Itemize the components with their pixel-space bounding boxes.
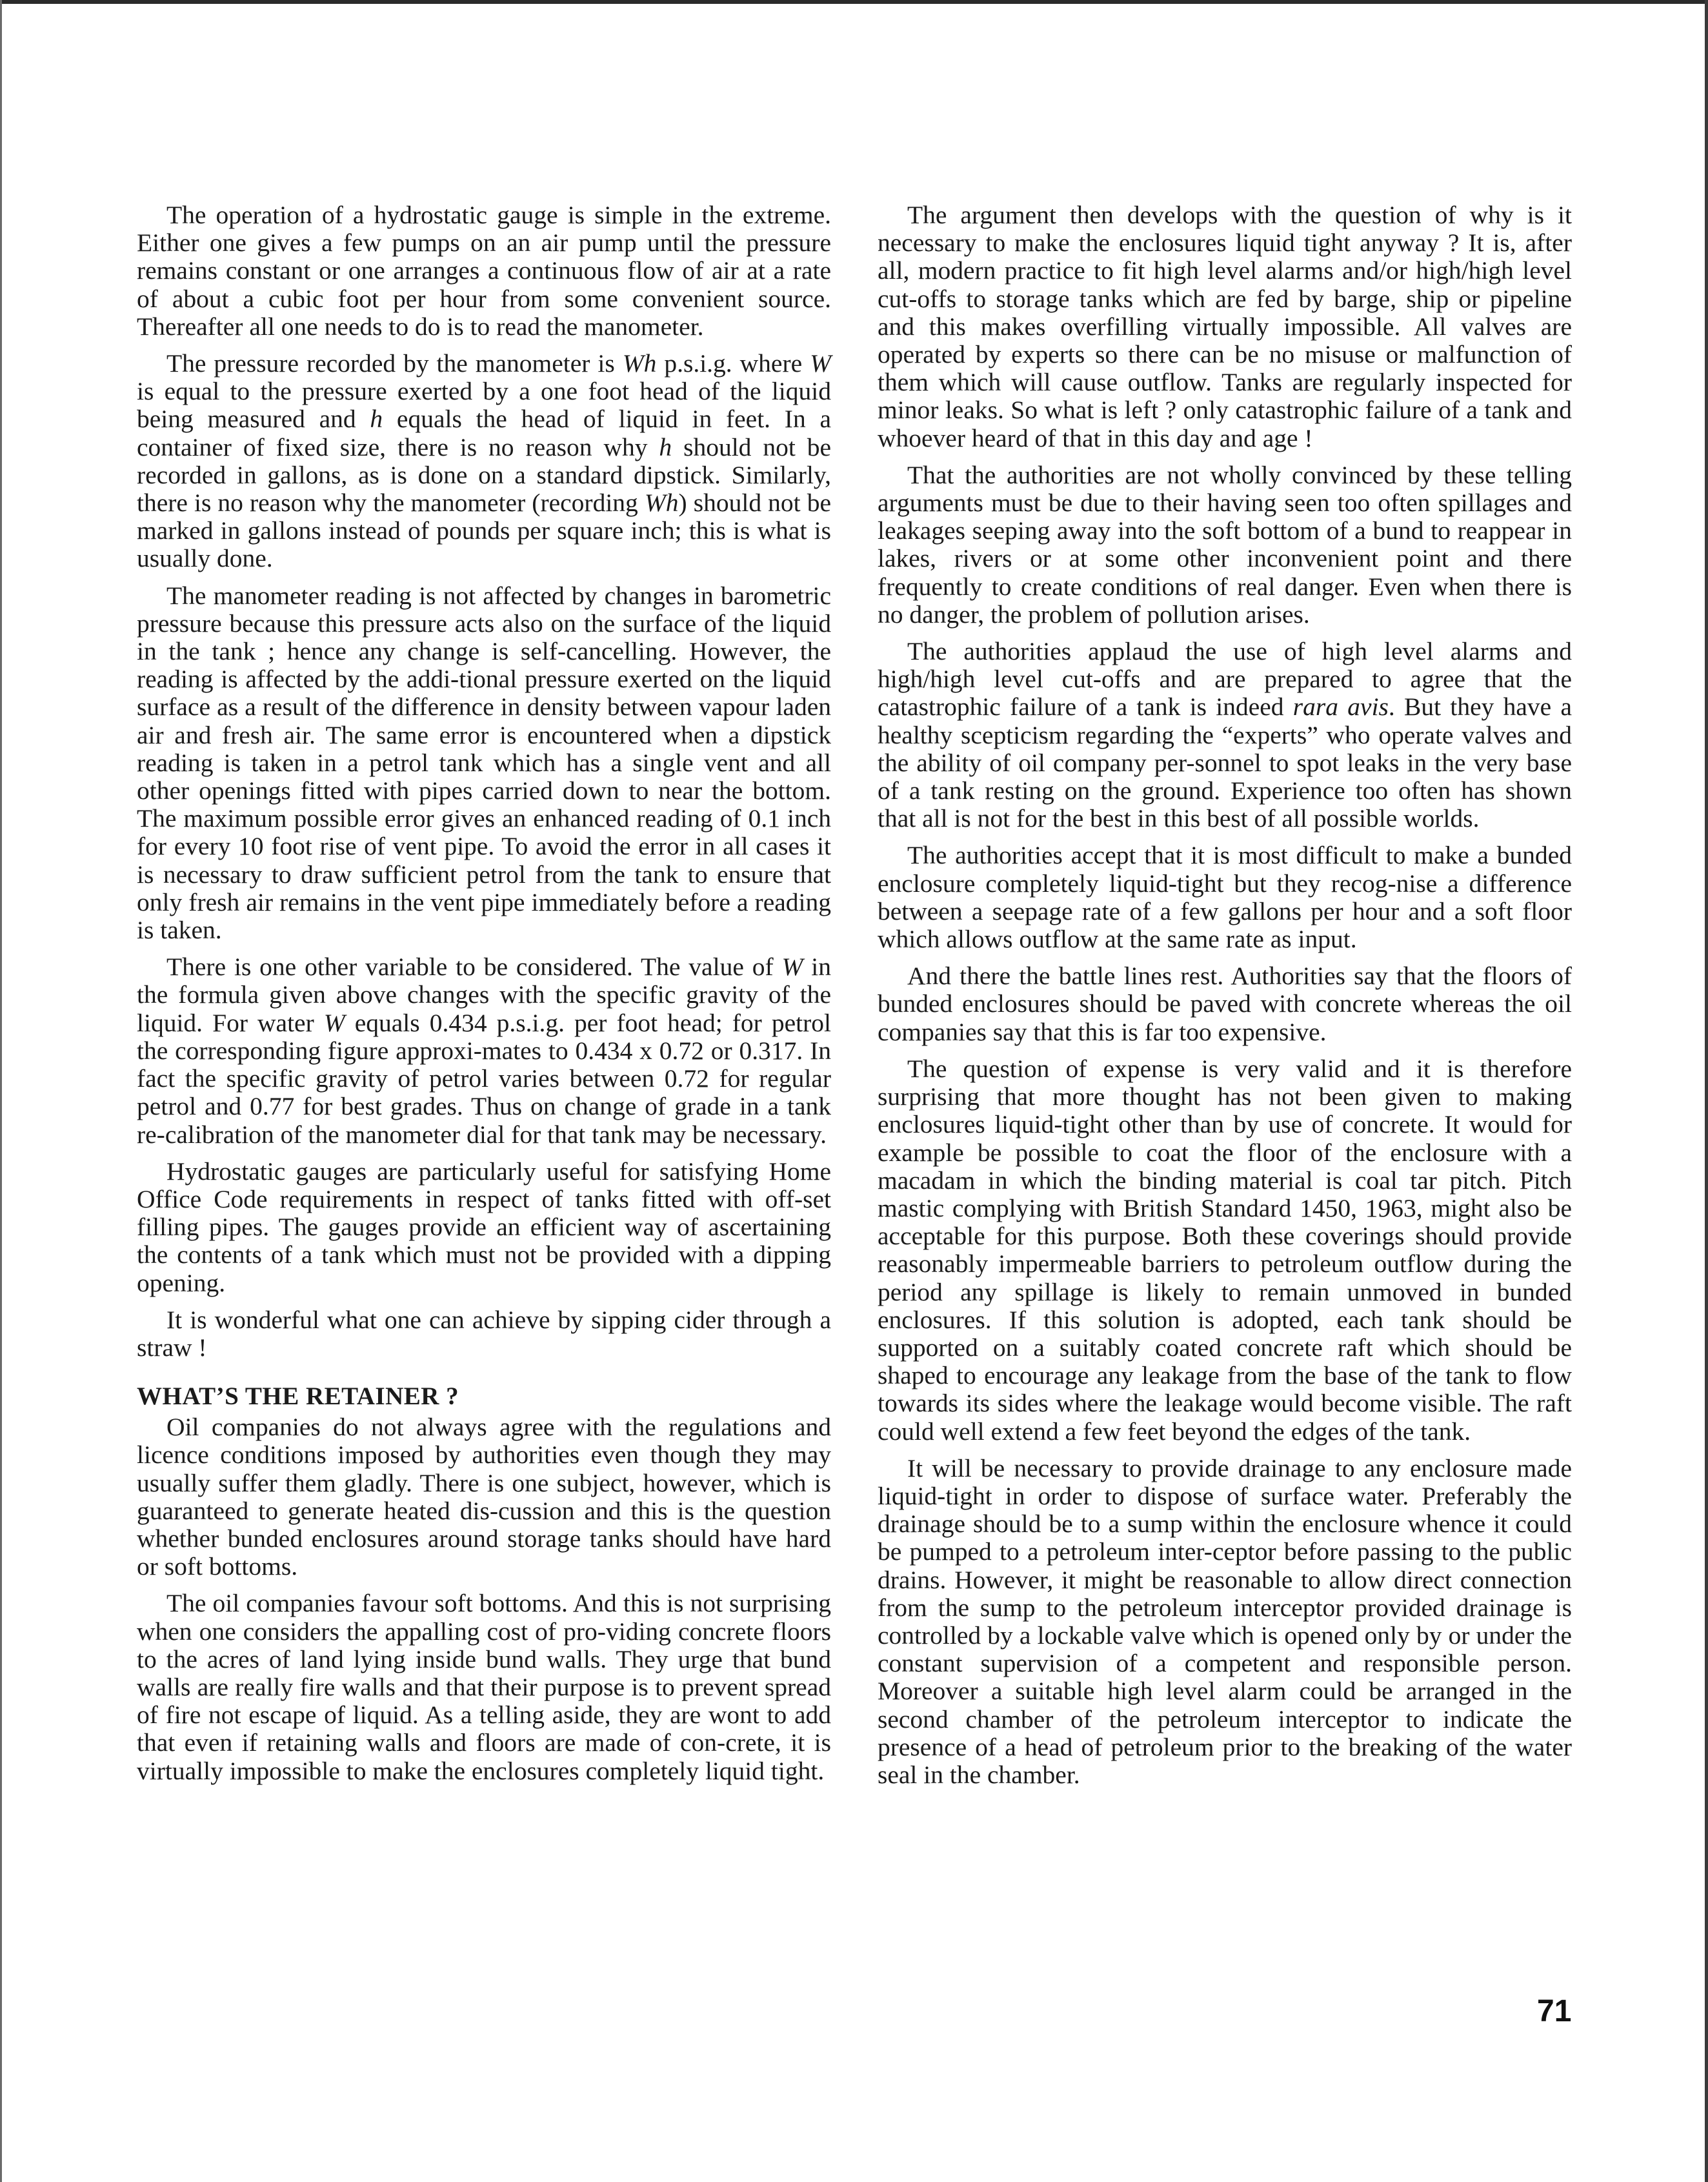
paragraph-oil-companies-regulations: Oil companies do not always agree with the regulations and licence conditions imposed by authorities even though they may usually suffer them gladly. There is one subject, however, which is guaranteed to generate heated dis-cussion and this is the question whether bunded enclosures around storage tanks should have hard or soft bottoms. <box>137 1413 831 1581</box>
page-right-edge <box>1705 0 1708 2182</box>
paragraph-manometer-pressure: The pressure recorded by the manometer is Wh p.s.i.g. where W is equal to the pressure exerted by a one foot head of the liquid being measured and h equals the head of liquid in feet. In a container of fixed size, there is no reason why h should not be recorded in gallons, as is done on a standard dipstick. Similarly, there is no reason why the manometer (recording Wh) should not be marked in gallons instead of pounds per square inch; this is what is usually done. <box>137 349 831 573</box>
page-number: 71 <box>1537 1994 1572 2028</box>
paragraph-battle-lines: And there the battle lines rest. Authorities say that the floors of bunded enclosures should be paved with concrete whereas the oil companies say that this is far too expensive. <box>878 962 1572 1046</box>
paragraph-barometric-pressure: The manometer reading is not affected by changes in barometric pressure because this pressure acts also on the surface of the liquid in the tank ; hence any change is self-cancelling. However, the reading is affected by the addi-tional pressure exerted on the liquid surface as a result of the difference in density between vapour laden air and fresh air. The same error is encountered when a dipstick reading is taken in a petrol tank which has a single vent and all other openings fitted with pipes carried down to near the bottom. The maximum possible error gives an enhanced reading of 0.1 inch for every 10 foot rise of vent pipe. To avoid the error in all cases it is necessary to draw sufficient petrol from the tank to ensure that only fresh air remains in the vent pipe immediately before a reading is taken. <box>137 581 831 945</box>
paragraph-liquid-tight-argument: The argument then develops with the question of why is it necessary to make the enclosures liquid tight anyway ? It is, after all, modern practice to fit high level alarms and/or high/high level cut-offs to storage tanks which are fed by barge, ship or pipeline and this makes overfilling virtually impossible. All valves are operated by experts so there can be no misuse or malfunction of them which will cause outflow. Tanks are regularly inspected for minor leaks. So what is left ? only catastrophic failure of a tank and whoever heard of that in this day and age ! <box>878 201 1572 452</box>
paragraph-hydrostatic-operation: The operation of a hydrostatic gauge is simple in the extreme. Either one gives a few pumps on an air pump until the pressure remains constant or one arranges a continuous flow of air at a rate of about a cubic foot per hour from some convenient source. Thereafter all one needs to do is to read the manometer. <box>137 201 831 341</box>
paragraph-drainage: It will be necessary to provide drainage to any enclosure made liquid-tight in order to dispose of surface water. Preferably the drainage should be to a sump within the enclosure whence it could be pumped to a petroleum inter-ceptor before passing to the public drains. However, it might be reasonable to allow direct connection from the sump to the petroleum interceptor provided drainage is controlled by a lockable valve which is opened only by or under the constant supervision of a competent and responsible person. Moreover a suitable high level alarm could be arranged in the second chamber of the petroleum interceptor to indicate the presence of a head of petroleum prior to the breaking of the water seal in the chamber. <box>878 1453 1572 1789</box>
right-column <box>878 201 1572 1798</box>
page-left-edge <box>0 0 2 2182</box>
paragraph-authorities-applaud: The authorities applaud the use of high level alarms and high/high level cut-offs and are prepared to agree that the catastrophic failure of a tank is indeed rara avis. But they have a healthy scepticism regarding the “experts” who operate valves and the ability of oil company per-sonnel to spot leaks in the very base of a tank resting on the ground. Experience too often has shown that all is not for the best in this best of all possible worlds. <box>878 637 1572 833</box>
paragraph-home-office-code: Hydrostatic gauges are particularly useful for satisfying Home Office Code requirements in respect of tanks fitted with off-set filling pipes. The gauges provide an efficient way of ascertaining the contents of a tank which must not be provided with a dipping opening. <box>137 1157 831 1297</box>
paragraph-soft-bottoms: The oil companies favour soft bottoms. And this is not surprising when one considers the appalling cost of pro-viding concrete floors to the acres of land lying inside bund walls. They urge that bund walls are really fire walls and that their purpose is to prevent spread of fire not escape of liquid. As a telling aside, they are wont to add that even if retaining walls and floors are made of con-crete, it is virtually impossible to make the enclosures completely liquid tight. <box>137 1589 831 1785</box>
section-heading-retainer: WHAT’S THE RETAINER ? <box>137 1382 459 1411</box>
left-column <box>137 201 831 1794</box>
paragraph-seepage-rate: The authorities accept that it is most difficult to make a bunded enclosure completely liquid-tight but they recog-nise a difference between a seepage rate of a few gallons per hour and a soft floor which allows outflow at the same rate as input. <box>878 841 1572 954</box>
paragraph-cider-straw: It is wonderful what one can achieve by sipping cider through a straw ! <box>137 1305 831 1362</box>
page-top-edge <box>0 0 1708 4</box>
paragraph-specific-gravity: There is one other variable to be considered. The value of W in the formula given above changes with the specific gravity of the liquid. For water W equals 0.434 p.s.i.g. per foot head; for petrol the corresponding figure approxi-mates to 0.434 x 0.72 or 0.317. In fact the specific gravity of petrol varies between 0.72 for regular petrol and 0.77 for best grades. Thus on change of grade in a tank re-calibration of the manometer dial for that tank may be necessary. <box>137 953 831 1149</box>
paragraph-authorities-unconvinced: That the authorities are not wholly convinced by these telling arguments must be due to their having seen too often spillages and leakages seeping away into the soft bottom of a bund to reappear in lakes, rivers or at some other inconvenient point and there frequently to create conditions of real danger. Even when there is no danger, the problem of pollution arises. <box>878 460 1572 629</box>
paragraph-question-of-expense: The question of expense is very valid and it is therefore surprising that more thought has not been given to making enclosures liquid-tight other than by use of concrete. It would for example be possible to coat the floor of the enclosure with a macadam in which the binding material is coal tar pitch. Pitch mastic complying with British Standard 1450, 1963, might also be acceptable for this purpose. Both these coverings should provide reasonably impermeable barriers to petroleum outflow during the period any spillage is likely to remain unmoved in bunded enclosures. If this solution is adopted, each tank should be supported on a suitably coated concrete raft which should be shaped to encourage any leakage from the base of the tank to flow towards its sides where the leakage would become visible. The raft could well extend a few feet beyond the edges of the tank. <box>878 1054 1572 1446</box>
